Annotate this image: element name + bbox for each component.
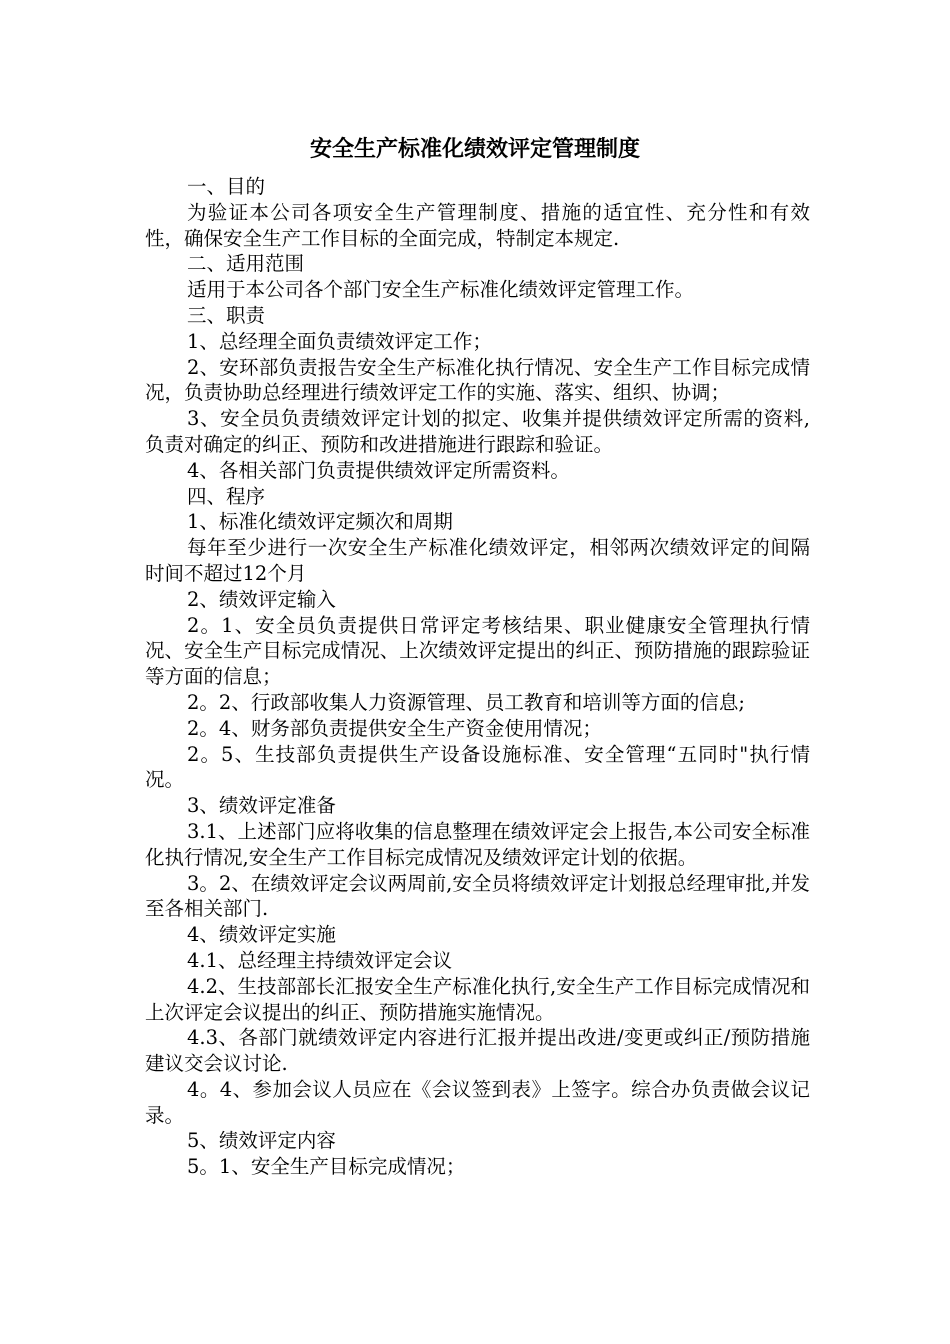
subheading: 4、绩效评定实施	[187, 923, 336, 947]
paragraph: 2。5、生技部负责提供生产设备设施标准、安全管理“五同时"执行情况。	[145, 742, 810, 792]
subheading: 2、绩效评定输入	[187, 587, 336, 611]
subheading: 3、绩效评定准备	[187, 794, 336, 818]
subheading: 5、绩效评定内容	[187, 1129, 336, 1153]
paragraph: 2、安环部负责报告安全生产标准化执行情况、安全生产工作目标完成情况，负责协助总经理进行绩效评定工作的实施、落实、组织、协调；	[145, 355, 810, 405]
paragraph: 4。4、参加会议人员应在《会议签到表》上签字。综合办负责做会议记录。	[145, 1077, 810, 1127]
paragraph: 4.2、生技部部长汇报安全生产标准化执行,安全生产工作目标完成情况和上次评定会议提出的纠正、预防措施实施情况。	[145, 974, 810, 1024]
paragraph: 4.1、总经理主持绩效评定会议	[187, 948, 453, 972]
paragraph: 3、安全员负责绩效评定计划的拟定、收集并提供绩效评定所需的资料,负责对确定的纠正、预防和改进措施进行跟踪和验证。	[145, 407, 810, 456]
section-heading-responsibilities: 三、职责	[187, 303, 266, 327]
paragraph: 4.3、各部门就绩效评定内容进行汇报并提出改进/变更或纠正/预防措施建议交会议讨论.	[145, 1026, 810, 1076]
subheading: 1、标准化绩效评定频次和周期	[187, 510, 453, 534]
paragraph: 2。2、行政部收集人力资源管理、员工教育和培训等方面的信息;	[187, 690, 745, 714]
paragraph: 为验证本公司各项安全生产管理制度、措施的适宜性、充分性和有效性，确保安全生产工作目标的全面完成，特制定本规定.	[145, 200, 810, 250]
document-body	[145, 174, 810, 1180]
paragraph: 3。2、在绩效评定会议两周前,安全员将绩效评定计划报总经理审批,并发至各相关部门.	[145, 871, 810, 921]
section-heading-purpose: 一、目的	[187, 175, 266, 198]
paragraph: 4、各相关部门负责提供绩效评定所需资料。	[187, 458, 570, 482]
paragraph: 3.1、上述部门应将收集的信息整理在绩效评定会上报告,本公司安全标准化执行情况,安全生产工作目标完成情况及绩效评定计划的依据。	[145, 819, 810, 869]
paragraph: 2。1、安全员负责提供日常评定考核结果、职业健康安全管理执行情况、安全生产目标完成情况、上次绩效评定提出的纠正、预防措施的跟踪验证等方面的信息；	[145, 613, 810, 689]
section-heading-procedure: 四、程序	[187, 484, 266, 508]
section-heading-scope: 二、适用范围	[187, 252, 305, 276]
paragraph: 2。4、财务部负责提供安全生产资金使用情况；	[187, 716, 602, 740]
paragraph: 适用于本公司各个部门安全生产标准化绩效评定管理工作。	[187, 278, 695, 302]
paragraph: 5。1、安全生产目标完成情况；	[187, 1155, 466, 1179]
document-title: 安全生产标准化绩效评定管理制度	[309, 137, 640, 162]
paragraph: 每年至少进行一次安全生产标准化绩效评定，相邻两次绩效评定的间隔时间不超过12个月	[145, 536, 810, 585]
paragraph: 1、总经理全面负责绩效评定工作；	[187, 329, 492, 353]
